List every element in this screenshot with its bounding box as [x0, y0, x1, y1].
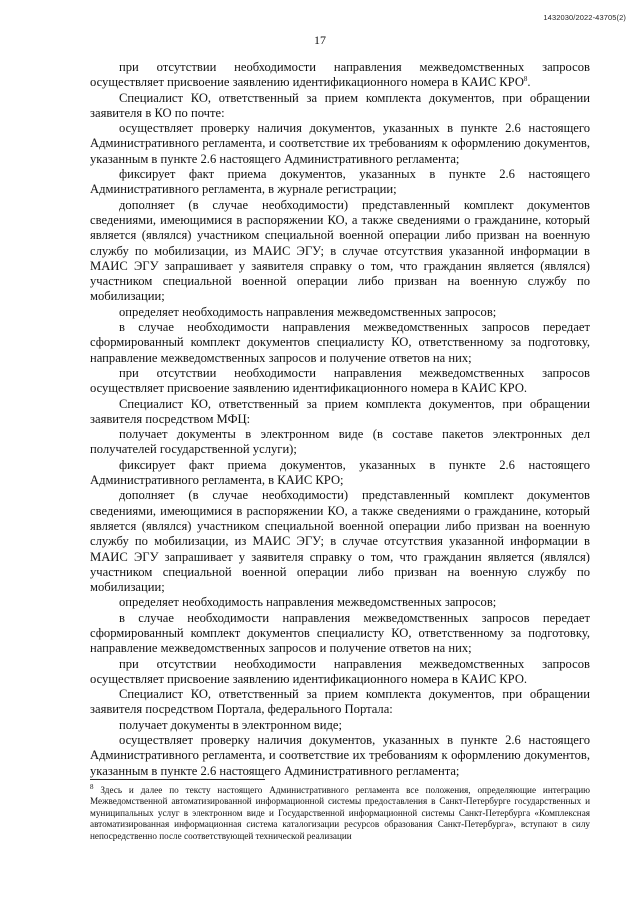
document-number: 1432030/2022-43705(2) — [543, 13, 626, 22]
paragraph: фиксирует факт приема документов, указанных в пункте 2.6 настоящего Административного регламента, в КАИС КРО; — [90, 457, 590, 488]
footnote-reference: 8 — [523, 75, 528, 84]
paragraph: Специалист КО, ответственный за прием комплекта документов, при обращении заявителя в КО по почте: — [90, 90, 590, 120]
paragraph: в случае необходимости направления межведомственных запросов передает сформированный комплект документов специалисту КО, ответственному за подготовку, направление межведомственных запросов и получение ответов на них; — [90, 610, 590, 656]
footnote-text: Здесь и далее по тексту настоящего Административного регламента все положения, определяющие интеграцию Межведомственной автоматизированной информационной системы предоставления в Санкт-Петербурге государственных и муниципальных услуг в электронном виде и Государственной информационной системы Санкт-Петербурга «Комплексная автоматизированная информационная система каталогизации ресурсов образования Санкт-Петербурга», вступают в силу непосредственно после соответствующей технической реализации — [90, 785, 590, 841]
paragraph: при отсутствии необходимости направления межведомственных запросов осуществляет присвоение заявлению идентификационного номера в КАИС КРО. — [90, 656, 590, 686]
paragraph: Специалист КО, ответственный за прием комплекта документов, при обращении заявителя посредством МФЦ: — [90, 396, 590, 426]
paragraph: фиксирует факт приема документов, указанных в пункте 2.6 настоящего Административного регламента, в журнале регистрации; — [90, 167, 590, 197]
paragraph: осуществляет проверку наличия документов, указанных в пункте 2.6 настоящего Административного регламента, и соответствие их требованиям к оформлению документов, указанным в пункте 2.6 настоящего Административного регламента; — [90, 733, 590, 778]
paragraph: дополняет (в случае необходимости) представленный комплект документов сведениями, имеющимися в распоряжении КО, а также сведениями о гражданине, который является (являлся) участником специальной военной операции либо призван на военную службу по мобилизации, из МАИС ЭГУ; в случае отсутствия указанной информации в МАИС ЭГУ запрашивает у заявителя справку о том, что гражданин является (являлся) участником специальной военной операции либо призван на военную службу по мобилизации; — [90, 197, 590, 304]
paragraph: при отсутствии необходимости направления межведомственных запросов осуществляет присвоение заявлению идентификационного номера в КАИС КРО. — [90, 365, 590, 396]
paragraph: определяет необходимость направления межведомственных запросов; — [119, 595, 497, 610]
page-number: 17 — [314, 33, 326, 47]
document-body — [90, 60, 590, 779]
paragraph: дополняет (в случае необходимости) представленный комплект документов сведениями, имеющимися в распоряжении КО, а также сведениями о гражданине, который является (являлся) участником специальной военной операции либо призван на военную службу по мобилизации, из МАИС ЭГУ; в случае отсутствия указанной информации в МАИС ЭГУ запрашивает у заявителя справку о том, что гражданин является (являлся) участником специальной военной операции либо призван на военную службу по мобилизации; — [90, 488, 590, 595]
paragraph: осуществляет проверку наличия документов, указанных в пункте 2.6 настоящего Административного регламента, и соответствие их требованиям к оформлению документов, указанным в пункте 2.6 настоящего Административного регламента; — [90, 121, 590, 166]
footnote — [90, 782, 590, 842]
footnote-mark: 8 — [90, 782, 94, 791]
paragraph: определяет необходимость направления межведомственных запросов; — [119, 304, 497, 319]
paragraph: получает документы в электронном виде; — [119, 717, 342, 732]
paragraph: при отсутствии необходимости направления межведомственных запросов осуществляет присвоение заявлению идентификационного номера в КАИС КРО$^8$. — [90, 60, 590, 90]
paragraph: в случае необходимости направления межведомственных запросов передает сформированный комплект документов специалисту КО, ответственному за подготовку, направление межведомственных запросов и получение ответов на них; — [90, 320, 590, 365]
footnote-divider — [90, 779, 265, 780]
paragraph: получает документы в электронном виде (в составе пакетов электронных дел получателей государственной услуги); — [90, 427, 590, 457]
paragraph: Специалист КО, ответственный за прием комплекта документов, при обращении заявителя посредством Портала, федерального Портала: — [90, 687, 590, 717]
